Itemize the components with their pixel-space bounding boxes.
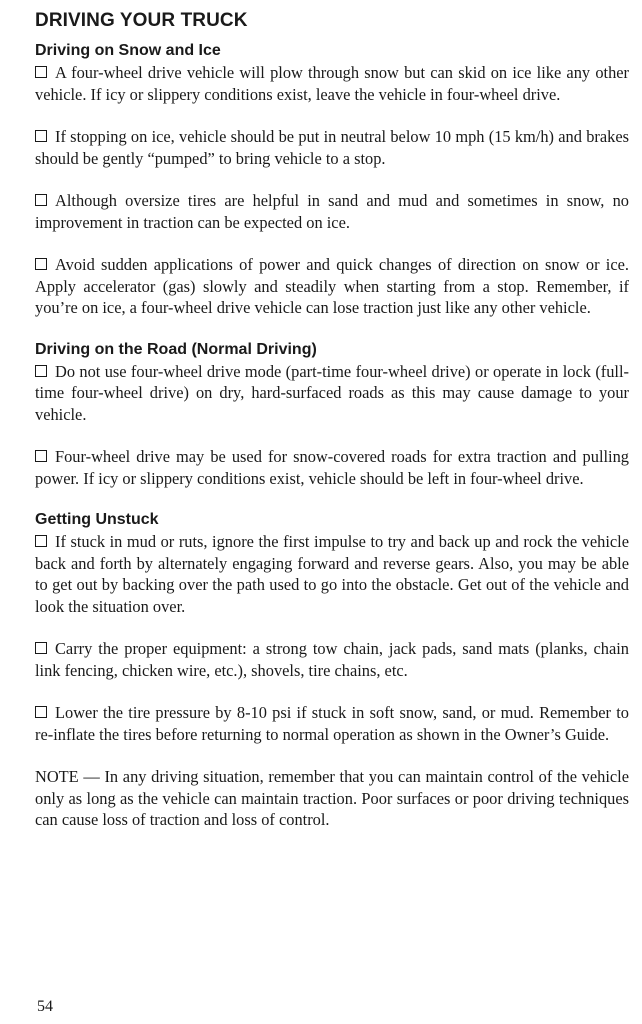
- bullet-paragraph: If stuck in mud or ruts, ignore the first impulse to try and back up and rock the vehicle back and forth by alternately engaging forward and reverse gears. Also, you may be able to get out by backing over the path used to go into the obstacle. Get out of the vehicle and look the situation over.: [35, 532, 629, 616]
- checkbox-bullet-icon: [35, 450, 47, 462]
- checkbox-bullet-icon: [35, 642, 47, 654]
- section-heading: Driving on the Road (Normal Driving): [35, 340, 317, 358]
- checkbox-bullet-icon: [35, 535, 47, 547]
- checkbox-bullet-icon: [35, 258, 47, 270]
- bullet-paragraph: Although oversize tires are helpful in sand and mud and sometimes in snow, no improvement in traction can be expected on ice.: [35, 191, 629, 232]
- section-getting-unstuck: [35, 509, 629, 745]
- bullet-paragraph: Do not use four-wheel drive mode (part-time four-wheel drive) or operate in lock (full-time four-wheel drive) on dry, hard-surfaced roads as this may cause damage to your vehicle.: [35, 361, 629, 424]
- note-paragraph: NOTE — In any driving situation, remember that you can maintain control of the vehicle only as long as the vehicle can maintain traction. Poor surfaces or poor driving techniques can cause loss of traction and loss of control.: [35, 767, 629, 829]
- bullet-paragraph: Carry the proper equipment: a strong tow chain, jack pads, sand mats (planks, chain link fencing, chicken wire, etc.), shovels, tire chains, etc.: [35, 639, 629, 680]
- checkbox-bullet-icon: [35, 66, 47, 78]
- bullet-paragraph: If stopping on ice, vehicle should be put in neutral below 10 mph (15 km/h) and brakes should be gently “pumped” to bring vehicle to a stop.: [35, 127, 629, 168]
- bullet-paragraph: Avoid sudden applications of power and quick changes of direction on snow or ice. Apply accelerator (gas) slowly and steadily when starting from a stop. Remember, if you’re on ice, a four-wheel drive vehicle can lose traction just like any other vehicle.: [35, 255, 629, 317]
- bullet-paragraph: Four-wheel drive may be used for snow-covered roads for extra traction and pulling power. If icy or slippery conditions exist, vehicle should be left in four-wheel drive.: [35, 447, 629, 488]
- page-number: 54: [37, 998, 53, 1015]
- bullet-paragraph: Lower the tire pressure by 8-10 psi if stuck in soft snow, sand, or mud. Remember to re-inflate the tires before returning to normal operation as shown in the Owner’s Guide.: [35, 703, 629, 744]
- checkbox-bullet-icon: [35, 365, 47, 377]
- checkbox-bullet-icon: [35, 194, 47, 206]
- manual-page: [35, 10, 629, 831]
- section-snow-and-ice: [35, 40, 629, 319]
- page-title: DRIVING YOUR TRUCK: [35, 10, 248, 31]
- checkbox-bullet-icon: [35, 706, 47, 718]
- checkbox-bullet-icon: [35, 130, 47, 142]
- section-heading: Driving on Snow and Ice: [35, 42, 221, 59]
- section-heading: Getting Unstuck: [35, 511, 159, 528]
- section-normal-driving: [35, 339, 629, 490]
- bullet-paragraph: A four-wheel drive vehicle will plow through snow but can skid on ice like any other vehicle. If icy or slippery conditions exist, leave the vehicle in four-wheel drive.: [35, 63, 629, 104]
